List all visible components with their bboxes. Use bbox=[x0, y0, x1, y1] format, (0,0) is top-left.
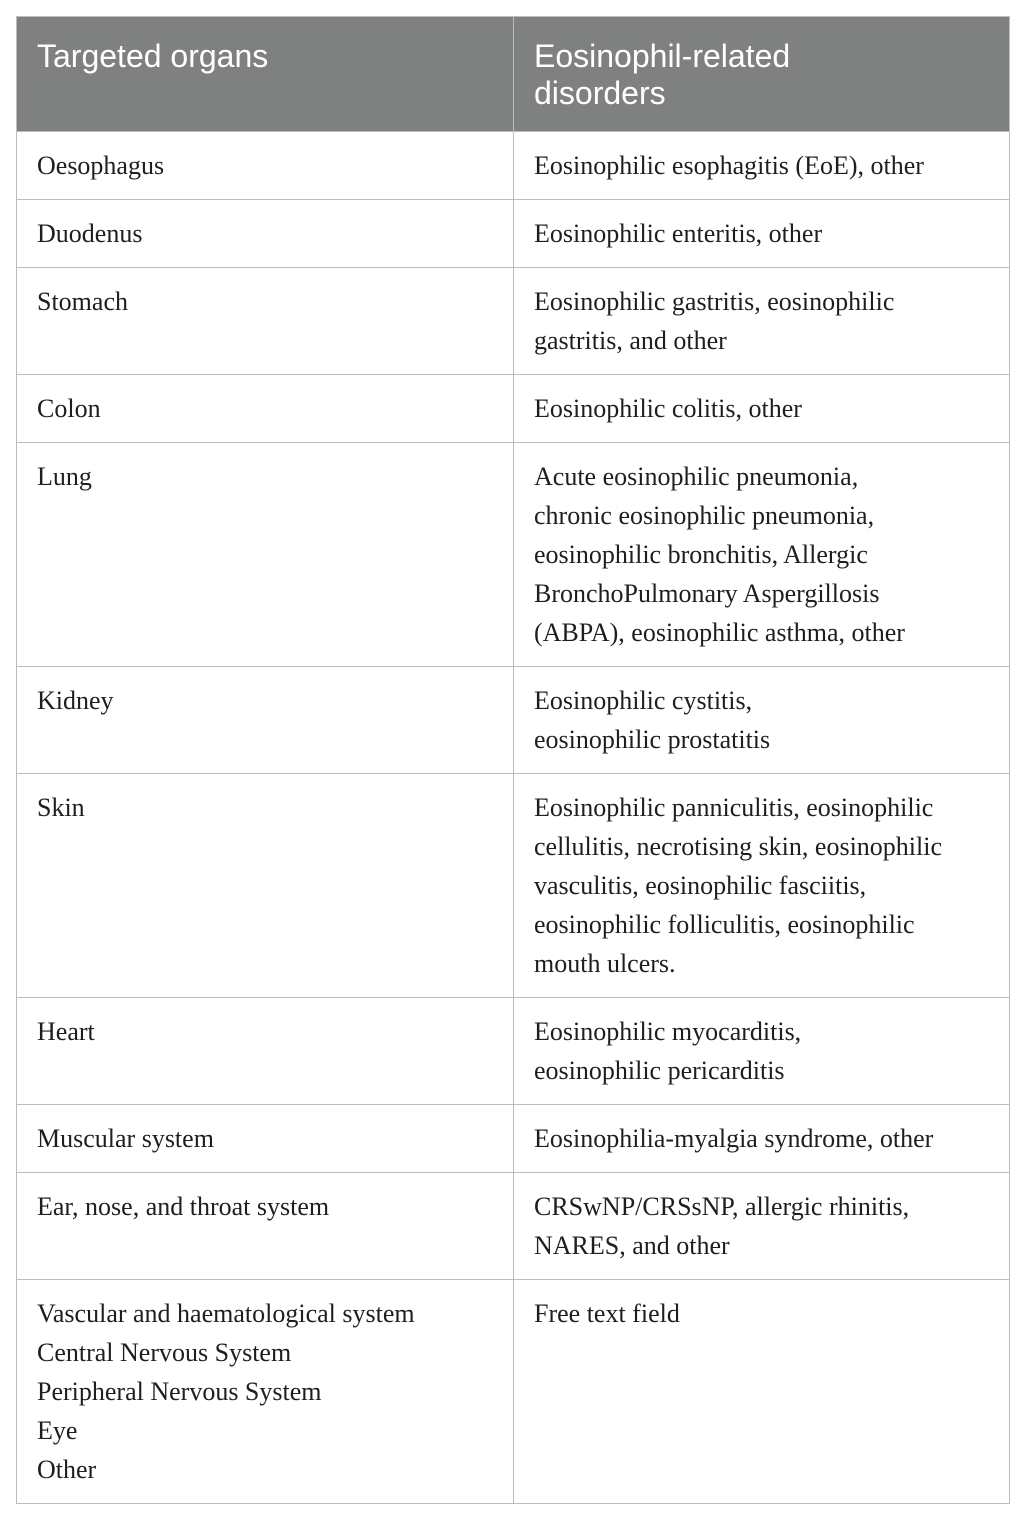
header-disorders-line-2: disorders bbox=[534, 75, 666, 111]
disorders-cell bbox=[514, 774, 1010, 998]
table-header bbox=[17, 17, 1010, 132]
organ-text: Colon bbox=[37, 394, 101, 423]
table-row bbox=[17, 268, 1010, 375]
disorders-text: NARES, and other bbox=[534, 1231, 730, 1260]
disorders-text: gastritis, and other bbox=[534, 326, 727, 355]
disorders-cell bbox=[514, 1280, 1010, 1504]
disorders-text: eosinophilic bronchitis, Allergic bbox=[534, 540, 868, 569]
table-row bbox=[17, 200, 1010, 268]
disorders-text: chronic eosinophilic pneumonia, bbox=[534, 501, 875, 530]
organ-text: Kidney bbox=[37, 686, 114, 715]
disorders-cell bbox=[514, 667, 1010, 774]
organ-text: Duodenus bbox=[37, 219, 143, 248]
disorders-text: Eosinophilic cystitis, bbox=[534, 686, 753, 715]
disorders-text: Eosinophilic panniculitis, eosinophilic bbox=[534, 793, 934, 822]
organ-text: Lung bbox=[37, 462, 92, 491]
disorders-text: BronchoPulmonary Aspergillosis bbox=[534, 579, 880, 608]
organ-text: Vascular and haematological system bbox=[37, 1299, 415, 1328]
organ-cell bbox=[17, 667, 514, 774]
disorders-text: (ABPA), eosinophilic asthma, other bbox=[534, 618, 905, 647]
table-row bbox=[17, 774, 1010, 998]
organ-disorders-table bbox=[16, 16, 1010, 1504]
organ-cell bbox=[17, 1280, 514, 1504]
disorders-text: mouth ulcers. bbox=[534, 949, 676, 978]
organ-text: Central Nervous System bbox=[37, 1338, 292, 1367]
organ-text: Peripheral Nervous System bbox=[37, 1377, 322, 1406]
table-row bbox=[17, 443, 1010, 667]
disorders-cell bbox=[514, 998, 1010, 1105]
disorders-text: Free text field bbox=[534, 1299, 680, 1328]
disorders-text: eosinophilic pericarditis bbox=[534, 1056, 785, 1085]
organ-text: Eye bbox=[37, 1416, 78, 1445]
disorders-text: Acute eosinophilic pneumonia, bbox=[534, 462, 859, 491]
disorders-text: vasculitis, eosinophilic fasciitis, bbox=[534, 871, 867, 900]
disorders-cell bbox=[514, 1105, 1010, 1173]
organ-cell bbox=[17, 200, 514, 268]
disorders-text: Eosinophilic myocarditis, bbox=[534, 1017, 802, 1046]
table-row bbox=[17, 1105, 1010, 1173]
organ-cell bbox=[17, 998, 514, 1105]
disorders-cell bbox=[514, 268, 1010, 375]
organ-text: Oesophagus bbox=[37, 151, 165, 180]
organ-cell bbox=[17, 132, 514, 200]
organ-cell bbox=[17, 1173, 514, 1280]
table-row bbox=[17, 667, 1010, 774]
organ-cell bbox=[17, 268, 514, 375]
table-row bbox=[17, 1173, 1010, 1280]
disorders-cell bbox=[514, 132, 1010, 200]
table-row bbox=[17, 998, 1010, 1105]
disorders-cell bbox=[514, 375, 1010, 443]
table-row bbox=[17, 1280, 1010, 1504]
organ-text: Stomach bbox=[37, 287, 128, 316]
organ-text: Ear, nose, and throat system bbox=[37, 1192, 330, 1221]
disorders-text: Eosinophilia-myalgia syndrome, other bbox=[534, 1124, 934, 1153]
header-eosinophil-disorders bbox=[514, 17, 1010, 132]
disorders-cell bbox=[514, 200, 1010, 268]
disorders-cell bbox=[514, 443, 1010, 667]
table-row bbox=[17, 375, 1010, 443]
disorders-text: Eosinophilic colitis, other bbox=[534, 394, 802, 423]
organ-cell bbox=[17, 1105, 514, 1173]
header-row bbox=[17, 17, 1010, 132]
table-body bbox=[17, 132, 1010, 1504]
disorders-text: eosinophilic prostatitis bbox=[534, 725, 771, 754]
organ-text: Heart bbox=[37, 1017, 95, 1046]
organ-cell bbox=[17, 774, 514, 998]
disorders-text: Eosinophilic gastritis, eosinophilic bbox=[534, 287, 895, 316]
organ-text: Muscular system bbox=[37, 1124, 214, 1153]
header-targeted-organs: Targeted organs bbox=[17, 17, 514, 132]
disorders-text: cellulitis, necrotising skin, eosinophilic bbox=[534, 832, 943, 861]
organ-cell bbox=[17, 375, 514, 443]
organ-text: Other bbox=[37, 1455, 97, 1484]
organ-text: Skin bbox=[37, 793, 85, 822]
table-row bbox=[17, 132, 1010, 200]
disorders-text: eosinophilic folliculitis, eosinophilic bbox=[534, 910, 915, 939]
organ-cell bbox=[17, 443, 514, 667]
disorders-text: Eosinophilic enteritis, other bbox=[534, 219, 823, 248]
disorders-text: Eosinophilic esophagitis (EoE), other bbox=[534, 151, 924, 180]
header-disorders-line-1: Eosinophil-related bbox=[534, 38, 791, 74]
disorders-text: CRSwNP/CRSsNP, allergic rhinitis, bbox=[534, 1192, 910, 1221]
disorders-cell bbox=[514, 1173, 1010, 1280]
